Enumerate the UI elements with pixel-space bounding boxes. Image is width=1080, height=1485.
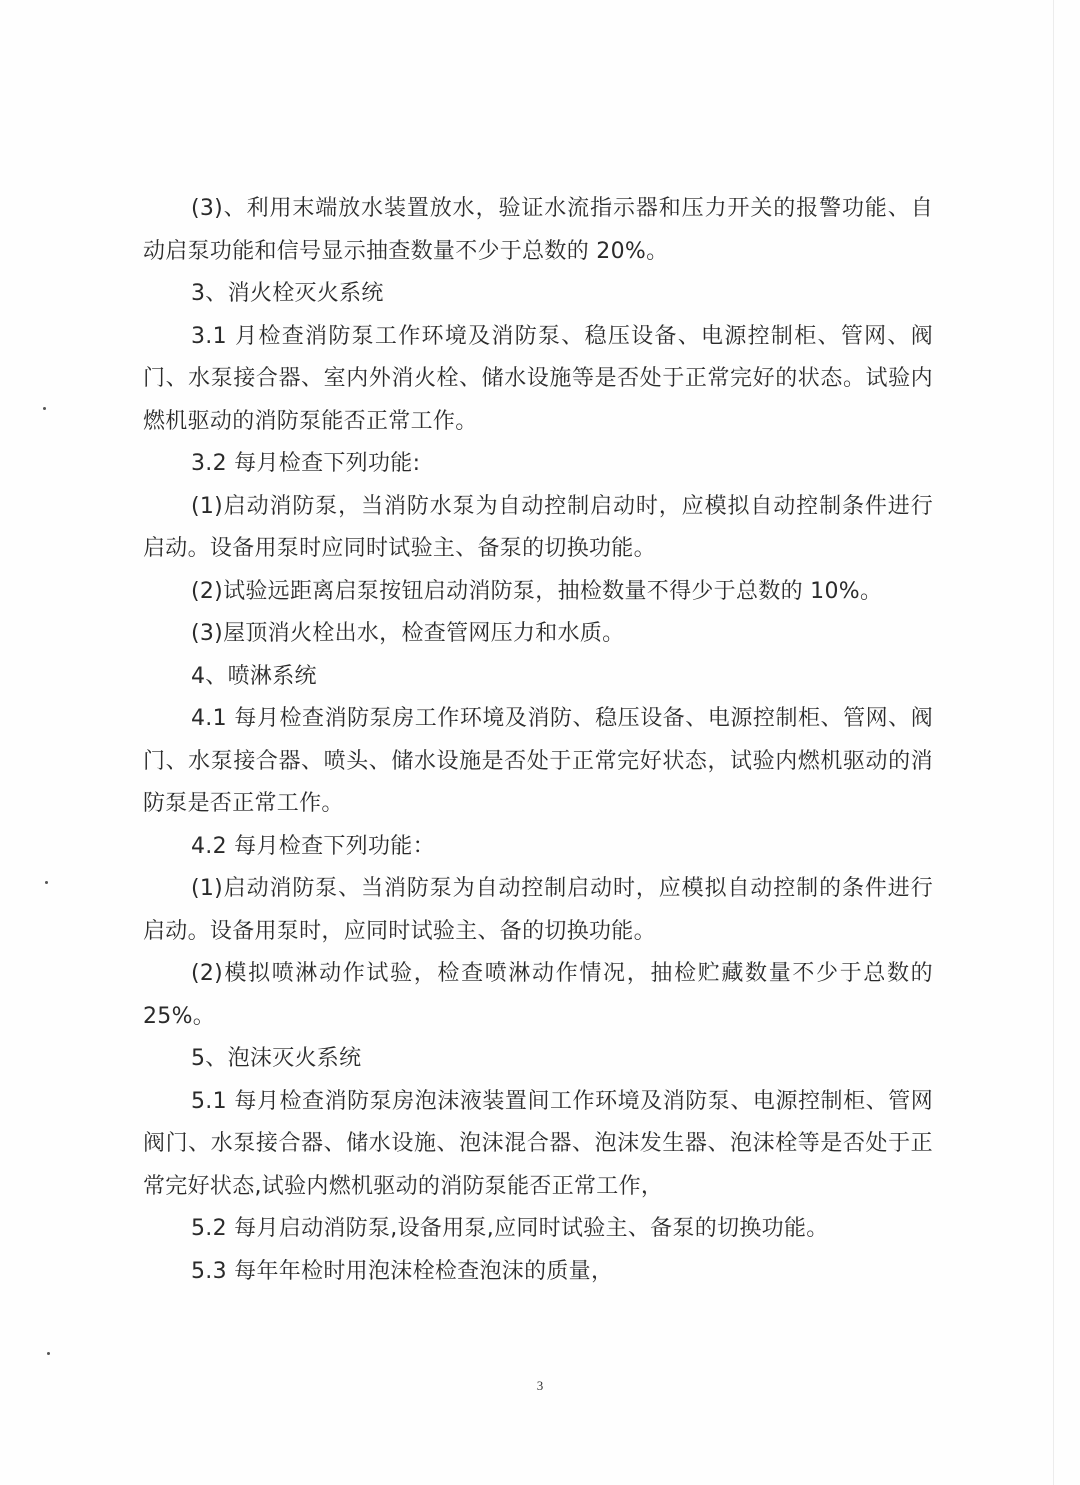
- page-number: 3: [536, 1378, 544, 1393]
- scan-speck: [43, 407, 46, 410]
- paragraph-sprinkler-monthly-check: 4.1 每月检查消防泵房工作环境及消防、稳压设备、电源控制柜、管网、阀门、水泵接合器、喷头、储水设施是否处于正常完好状态，试验内燃机驱动的消防泵是否正常工作。: [143, 706, 933, 816]
- scan-speck: [45, 881, 48, 884]
- paragraph-sprinkler-pump-start: (1)启动消防泵、当消防泵为自动控制启动时，应模拟自动控制的条件进行启动。设备用泵时，应同时试验主、备的切换功能。: [143, 876, 933, 944]
- paragraph-sprinkler-end-drain-test: (3)、利用末端放水装置放水，验证水流指示器和压力开关的报警功能、自动启泵功能和信号显示抽查数量不少于总数的 20%。: [143, 196, 933, 264]
- heading-sprinkler-system: 4、喷淋系统: [191, 663, 317, 689]
- scan-speck: [47, 1352, 50, 1355]
- paragraph-hydrant-pump-start: (1)启动消防泵，当消防水泵为自动控制启动时，应模拟自动控制条件进行启动。设备用泵时应同时试验主、备泵的切换功能。: [143, 493, 933, 561]
- paragraph-foam-annual-check: 5.3 每年年检时用泡沫栓检查泡沫的质量，: [191, 1258, 614, 1284]
- heading-hydrant-system: 3、消火栓灭火系统: [191, 281, 384, 306]
- heading-foam-system: 5、泡沫灭火系统: [191, 1046, 362, 1071]
- document-body: [143, 188, 933, 1293]
- paragraph-sprinkler-action-test: (2)模拟喷淋动作试验，检查喷淋动作情况，抽检贮藏数量不少于总数的 25%。: [143, 961, 933, 1029]
- paragraph-hydrant-monthly-check: 3.1 月检查消防泵工作环境及消防泵、稳压设备、电源控制柜、管网、阀门、水泵接合器、室内外消火栓、储水设施等是否处于正常完好的状态。试验内燃机驱动的消防泵能否正常工作。: [143, 323, 933, 434]
- paragraph-hydrant-remote-button: (2)试验远距离启泵按钮启动消防泵，抽检数量不得少于总数的 10%。: [191, 578, 883, 604]
- subheading-hydrant-monthly-functions: 3.2 每月检查下列功能:: [191, 451, 421, 476]
- paragraph-foam-monthly-check: 5.1 每月检查消防泵房泡沫液装置间工作环境及消防泵、电源控制柜、管网阀门、水泵接合器、储水设施、泡沫混合器、泡沫发生器、泡沫栓等是否处于正常完好状态,试验内燃机驱动的消防泵能否正常工作，: [143, 1088, 933, 1199]
- paragraph-foam-pump-switch: 5.2 每月启动消防泵,设备用泵,应同时试验主、备泵的切换功能。: [191, 1216, 829, 1241]
- subheading-sprinkler-monthly-functions: 4.2 每月检查下列功能：: [191, 833, 435, 859]
- paragraph-hydrant-roof-test: (3)屋顶消火栓出水，检查管网压力和水质。: [191, 621, 625, 646]
- scan-edge-line: [1053, 0, 1054, 1485]
